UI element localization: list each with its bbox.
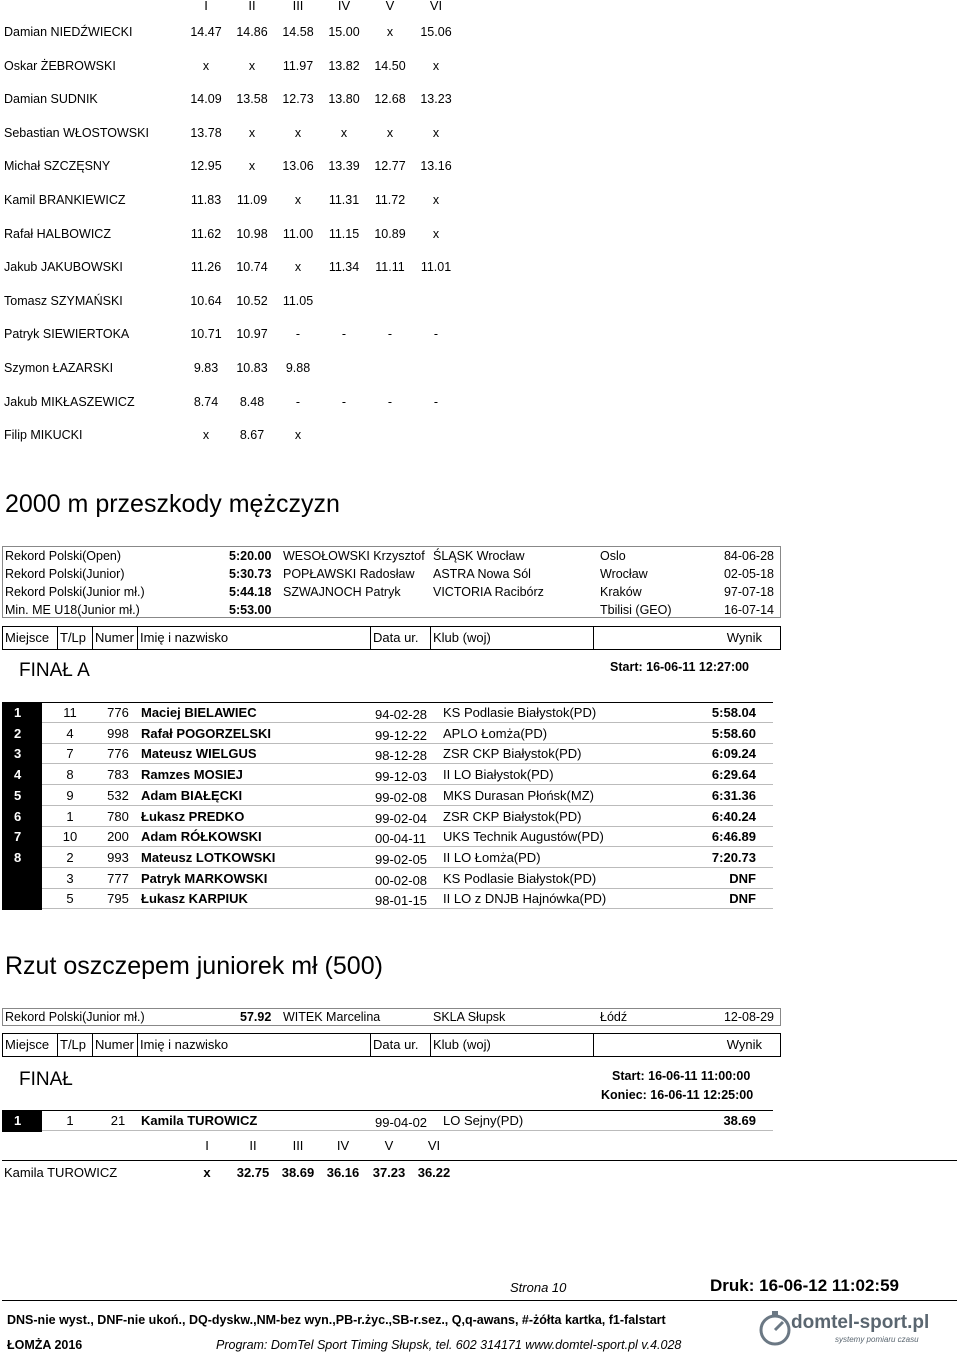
result-value: DNF <box>729 870 756 886</box>
attempt-value: x <box>432 58 440 73</box>
club-name: II LO z DNJB Hajnówka(PD) <box>443 891 607 907</box>
event-title: 2000 m przeszkody mężczyzn <box>5 490 340 518</box>
attempt-value: 11.72 <box>374 193 406 207</box>
record-place: Tbilisi (GEO) <box>600 603 672 617</box>
record-result: 5:53.00 <box>229 603 272 617</box>
record-result: 5:44.18 <box>229 585 272 599</box>
attempt-value: - <box>341 394 347 409</box>
start-time-javelin: Start: 16-06-11 11:00:00 <box>612 1069 751 1083</box>
record-holder: POPŁAWSKI Radosław <box>283 567 415 581</box>
athlete-name: Damian SUDNIK <box>4 92 98 107</box>
attempt-value: 13.80 <box>328 92 360 107</box>
athlete-name: Mateusz WIELGUS <box>141 746 257 762</box>
attempt-header: IV <box>337 0 351 13</box>
attempt-value: 11.26 <box>190 260 222 275</box>
birth-date: 94-02-28 <box>375 707 428 722</box>
logo-tagline: systemy pomiaru czasu <box>835 1335 919 1344</box>
lane-value: 8 <box>66 767 74 783</box>
row-rule <box>42 722 773 723</box>
attempt-value: 13.06 <box>282 159 314 174</box>
record-club: VICTORIA Racibórz <box>433 585 544 599</box>
header-name: Imię i nazwisko <box>138 1034 371 1056</box>
attempts-rule <box>2 1160 957 1161</box>
athlete-name: Oskar ŻEBROWSKI <box>4 58 116 73</box>
attempt-value: x <box>294 193 302 207</box>
lane-value: 4 <box>66 725 74 741</box>
club-name: LO Sejny(PD) <box>443 1113 524 1128</box>
program-credit: Program: DomTel Sport Timing Słupsk, tel. 602 314171 www.domtel-sport.pl v.4.028 <box>216 1338 682 1352</box>
attempt-header: IV <box>336 1138 350 1153</box>
athlete-name: Łukasz PREDKO <box>141 808 245 824</box>
athlete-name: Damian NIEDŹWIECKI <box>4 25 133 39</box>
bib-value: 795 <box>107 891 129 907</box>
lane-value: 10 <box>62 829 78 845</box>
header-number: Numer <box>93 627 138 649</box>
attempt-value: 38.69 <box>281 1165 315 1180</box>
attempt-value: 12.95 <box>190 159 222 174</box>
attempt-value: x <box>248 125 256 140</box>
header-place: Miejsce <box>3 1034 58 1056</box>
attempt-value: 36.16 <box>326 1165 360 1180</box>
attempt-value: 14.09 <box>190 92 222 107</box>
bib-value: 21 <box>110 1113 126 1128</box>
attempt-value: x <box>294 125 302 140</box>
header-name: Imię i nazwisko <box>138 627 371 649</box>
birth-date: 99-02-08 <box>375 789 428 805</box>
attempt-value: 13.23 <box>420 92 452 107</box>
birth-date: 98-12-28 <box>375 748 428 764</box>
bib-value: 532 <box>107 787 129 803</box>
club-name: APLO Łomża(PD) <box>443 725 548 741</box>
attempt-value: 15.06 <box>420 25 452 39</box>
bib-value: 993 <box>107 849 129 865</box>
birth-date: 99-02-04 <box>375 810 428 826</box>
attempt-value: 10.97 <box>236 327 268 342</box>
header-result: Wynik <box>726 1037 762 1052</box>
record-date: 16-07-14 <box>723 603 774 617</box>
rank-value: 1 <box>14 1113 22 1128</box>
attempt-value: 14.58 <box>282 25 314 39</box>
athlete-name: Mateusz LOTKOWSKI <box>141 849 276 865</box>
athlete-name: Łukasz KARPIUK <box>141 891 248 907</box>
athlete-name: Adam BIAŁĘCKI <box>141 787 243 803</box>
attempt-value: 15.00 <box>328 25 360 39</box>
attempt-value: 8.48 <box>239 394 265 409</box>
lane-value: 5 <box>66 891 74 907</box>
result-value: 5:58.04 <box>711 705 756 720</box>
attempt-value: x <box>386 25 394 39</box>
lane-value: 7 <box>66 746 74 762</box>
attempt-value: - <box>387 394 393 409</box>
row-rule <box>42 763 773 764</box>
record-label: Rekord Polski(Junior mł.) <box>5 1010 145 1024</box>
athlete-name: Jakub MIKŁASZEWICZ <box>4 394 135 409</box>
attempt-value: 13.16 <box>420 159 452 174</box>
attempt-header: I <box>204 0 208 13</box>
athlete-name: Maciej BIELAWIEC <box>141 705 257 720</box>
club-name: UKS Technik Augustów(PD) <box>443 829 604 845</box>
athlete-name: Rafał HALBOWICZ <box>4 226 111 241</box>
birth-date: 99-12-22 <box>375 727 428 743</box>
attempt-value: - <box>433 327 439 342</box>
attempt-value: x <box>202 428 210 443</box>
rank-value: 8 <box>14 849 22 865</box>
record-place: Wrocław <box>600 567 648 581</box>
attempt-value: 11.05 <box>282 293 314 308</box>
club-name: II LO Łomża(PD) <box>443 849 541 865</box>
bib-value: 777 <box>107 870 129 886</box>
footer-rule <box>2 1300 957 1301</box>
attempt-value: 10.71 <box>190 327 222 342</box>
athlete-name: Jakub JAKUBOWSKI <box>4 260 123 275</box>
attempt-value: 11.15 <box>328 226 360 241</box>
attempt-value: 10.74 <box>236 260 268 275</box>
row-rule <box>42 888 773 889</box>
row-rule <box>42 846 773 847</box>
attempt-value: 10.98 <box>236 226 268 241</box>
result-value: 5:58.60 <box>711 725 756 741</box>
print-time: Druk: 16-06-12 11:02:59 <box>710 1276 900 1295</box>
attempt-header: III <box>292 0 304 13</box>
bib-value: 776 <box>107 705 129 720</box>
bib-value: 783 <box>107 767 129 783</box>
results-top-rule <box>2 702 773 703</box>
header-club: Klub (woj) <box>431 627 594 649</box>
attempt-value: x <box>248 159 256 174</box>
attempt-value: 8.67 <box>239 428 265 443</box>
athlete-name: Michał SZCZĘSNY <box>4 159 111 174</box>
attempt-value: 13.58 <box>236 92 268 107</box>
attempt-value: 8.74 <box>193 394 219 409</box>
birth-date: 00-02-08 <box>375 872 428 888</box>
record-holder: WESOŁOWSKI Krzysztof <box>283 549 425 563</box>
attempt-value: 9.83 <box>193 361 219 375</box>
record-result: 57.92 <box>240 1010 272 1024</box>
attempt-value: 36.22 <box>417 1165 451 1180</box>
attempt-value: 14.86 <box>236 25 268 39</box>
attempt-value: 14.50 <box>374 58 406 73</box>
record-holder: WITEK Marcelina <box>283 1010 381 1024</box>
result-value: DNF <box>729 891 756 907</box>
attempt-value: 37.23 <box>372 1165 406 1180</box>
rank-value: 1 <box>14 705 22 720</box>
attempt-value: - <box>295 327 301 342</box>
header-lane: T/Lp <box>58 1034 93 1056</box>
attempt-value: x <box>203 1165 211 1180</box>
lane-value: 9 <box>66 787 74 803</box>
record-label: Rekord Polski(Open) <box>5 549 122 563</box>
record-club: ASTRA Nowa Sól <box>433 567 531 581</box>
rank-value: 5 <box>14 787 22 803</box>
athlete-name: Patryk MARKOWSKI <box>141 870 268 886</box>
athlete-name: Adam RÓŁKOWSKI <box>141 829 262 845</box>
row-rule <box>42 908 773 909</box>
javelin-results-header <box>2 1033 781 1057</box>
lane-value: 3 <box>66 870 74 886</box>
final-title-javelin: FINAŁ <box>19 1069 73 1090</box>
attempt-value: 10.52 <box>236 293 268 308</box>
result-value: 6:09.24 <box>711 746 756 762</box>
javelin-results-top-rule <box>2 1110 773 1111</box>
result-value: 6:31.36 <box>711 787 756 803</box>
event-title-javelin: Rzut oszczepem juniorek mł (500) <box>5 952 383 980</box>
attempt-value: 11.01 <box>420 260 452 275</box>
row-rule <box>42 743 773 744</box>
event-name: ŁOMŻA 2016 <box>7 1338 83 1352</box>
rank-value: 6 <box>14 808 22 824</box>
attempt-header: I <box>205 1138 209 1153</box>
attempt-value: - <box>387 327 393 342</box>
record-holder: SZWAJNOCH Patryk <box>283 585 401 599</box>
start-time: Start: 16-06-11 12:27:00 <box>610 660 749 674</box>
attempt-value: x <box>202 58 210 73</box>
club-name: II LO Białystok(PD) <box>443 767 554 783</box>
bib-value: 776 <box>107 746 129 762</box>
row-rule <box>42 867 773 868</box>
record-date: 84-06-28 <box>723 549 774 563</box>
birth-date: 99-04-02 <box>375 1115 428 1130</box>
attempt-value: 12.73 <box>282 92 314 107</box>
record-place: Kraków <box>600 585 642 599</box>
rank-value: 7 <box>14 829 22 845</box>
lane-value: 1 <box>66 1113 74 1128</box>
attempt-value: 13.39 <box>328 159 360 174</box>
header-number: Numer <box>93 1034 138 1056</box>
header-birth: Data ur. <box>371 627 431 649</box>
lane-value: 2 <box>66 849 74 865</box>
record-label: Rekord Polski(Junior mł.) <box>5 585 145 599</box>
row-rule <box>42 1130 773 1131</box>
domtel-logo <box>755 1308 955 1348</box>
lane-value: 11 <box>63 705 77 720</box>
attempt-value: x <box>432 125 440 140</box>
lane-value: 1 <box>66 808 74 824</box>
birth-date: 00-04-11 <box>375 831 427 847</box>
attempt-value: x <box>294 428 302 443</box>
attempt-value: 11.31 <box>328 193 360 207</box>
rank-column <box>2 703 42 910</box>
athlete-name: Kamila TUROWICZ <box>4 1165 118 1180</box>
attempt-value: 13.82 <box>328 58 360 73</box>
attempt-value: x <box>432 193 440 207</box>
record-result: 5:20.00 <box>229 549 272 563</box>
attempt-value: - <box>433 394 439 409</box>
athlete-name: Rafał POGORZELSKI <box>141 725 272 741</box>
record-date: 12-08-29 <box>723 1010 774 1024</box>
club-name: ZSR CKP Białystok(PD) <box>443 808 582 824</box>
attempt-header: VI <box>427 1138 441 1153</box>
birth-date: 99-02-05 <box>375 851 428 867</box>
result-value: 6:46.89 <box>711 829 756 845</box>
attempt-value: 11.09 <box>236 193 268 207</box>
record-club: SKLA Słupsk <box>433 1010 506 1024</box>
record-label: Rekord Polski(Junior) <box>5 567 125 581</box>
athlete-name: Sebastian WŁOSTOWSKI <box>4 125 149 140</box>
attempt-header: V <box>385 0 395 13</box>
end-time-javelin: Koniec: 16-06-11 12:25:00 <box>601 1088 754 1102</box>
rank-value: 3 <box>14 746 22 762</box>
attempt-value: x <box>294 260 302 275</box>
attempt-value: 14.47 <box>190 25 222 39</box>
attempt-value: 12.77 <box>374 159 406 174</box>
rank-column <box>2 1111 42 1132</box>
club-name: KS Podlasie Białystok(PD) <box>443 870 597 886</box>
athlete-name: Ramzes MOSIEJ <box>141 767 243 783</box>
attempt-value: 10.64 <box>190 293 222 308</box>
birth-date: 98-01-15 <box>375 893 428 909</box>
stopwatch-icon <box>755 1308 795 1348</box>
row-rule <box>42 784 773 785</box>
athlete-name: Kamila TUROWICZ <box>141 1113 258 1128</box>
club-name: MKS Durasan Płońsk(MZ) <box>443 787 594 803</box>
record-result: 5:30.73 <box>229 567 272 581</box>
row-rule <box>42 826 773 827</box>
athlete-name: Patryk SIEWIERTOKA <box>4 327 130 342</box>
rank-value: 4 <box>14 767 22 783</box>
birth-date: 99-12-03 <box>375 769 428 785</box>
bib-value: 998 <box>107 725 129 741</box>
attempt-value: x <box>340 125 348 140</box>
record-date: 02-05-18 <box>723 567 774 581</box>
record-club: ŚLĄSK Wrocław <box>433 549 525 563</box>
attempt-value: 11.97 <box>282 58 314 73</box>
attempt-value: x <box>386 125 394 140</box>
attempt-header: VI <box>429 0 443 13</box>
status-legend: DNS-nie wyst., DNF-nie ukoń., DQ-dyskw.,NM-bez wyn.,PB-r.życ.,SB-r.sez., Q,q-awans, #-żółta kartka, f1-falstart <box>7 1313 666 1327</box>
bib-value: 780 <box>107 808 129 824</box>
bib-value: 200 <box>107 829 129 845</box>
record-date: 97-07-18 <box>723 585 774 599</box>
header-birth: Data ur. <box>371 1034 431 1056</box>
attempt-header: II <box>249 1138 257 1153</box>
rank-value: 2 <box>14 725 22 741</box>
athlete-name: Kamil BRANKIEWICZ <box>4 193 126 207</box>
attempt-value: x <box>432 226 440 241</box>
final-title: FINAŁ A <box>19 660 90 681</box>
result-value: 6:40.24 <box>711 808 756 824</box>
attempt-value: 11.11 <box>375 260 405 275</box>
header-club: Klub (woj) <box>431 1034 594 1056</box>
club-name: ZSR CKP Białystok(PD) <box>443 746 582 762</box>
attempt-value: 11.34 <box>328 260 360 275</box>
record-label: Min. ME U18(Junior mł.) <box>5 603 140 617</box>
header-result: Wynik <box>726 630 762 645</box>
attempt-value: 11.83 <box>190 193 222 207</box>
record-place: Łódź <box>600 1010 628 1024</box>
record-place: Oslo <box>600 549 626 563</box>
athlete-name: Szymon ŁAZARSKI <box>4 361 114 375</box>
attempt-value: 11.00 <box>282 226 314 241</box>
page-number: Strona 10 <box>510 1280 567 1295</box>
athlete-name: Tomasz SZYMAŃSKI <box>4 293 123 308</box>
attempt-value: 32.75 <box>236 1165 270 1180</box>
result-value: 7:20.73 <box>711 849 756 865</box>
club-name: KS Podlasie Białystok(PD) <box>443 705 597 720</box>
attempt-value: 12.68 <box>374 92 406 107</box>
attempt-value: 9.88 <box>285 361 311 375</box>
attempt-value: 11.62 <box>190 226 222 241</box>
results-header <box>2 626 781 650</box>
attempt-value: 13.78 <box>190 125 222 140</box>
attempt-value: - <box>295 394 301 409</box>
row-rule <box>42 805 773 806</box>
attempt-header: III <box>292 1138 304 1153</box>
result-value: 6:29.64 <box>711 767 756 783</box>
attempt-header: V <box>384 1138 394 1153</box>
attempt-header: II <box>248 0 256 13</box>
header-lane: T/Lp <box>58 627 93 649</box>
logo-text: domtel-sport.pl <box>791 1312 930 1333</box>
result-value: 38.69 <box>723 1113 756 1128</box>
attempt-value: 10.83 <box>236 361 268 375</box>
athlete-name: Filip MIKUCKI <box>4 428 83 443</box>
attempt-value: x <box>248 58 256 73</box>
attempt-value: 10.89 <box>374 226 406 241</box>
attempt-value: - <box>341 327 347 342</box>
header-place: Miejsce <box>3 627 58 649</box>
